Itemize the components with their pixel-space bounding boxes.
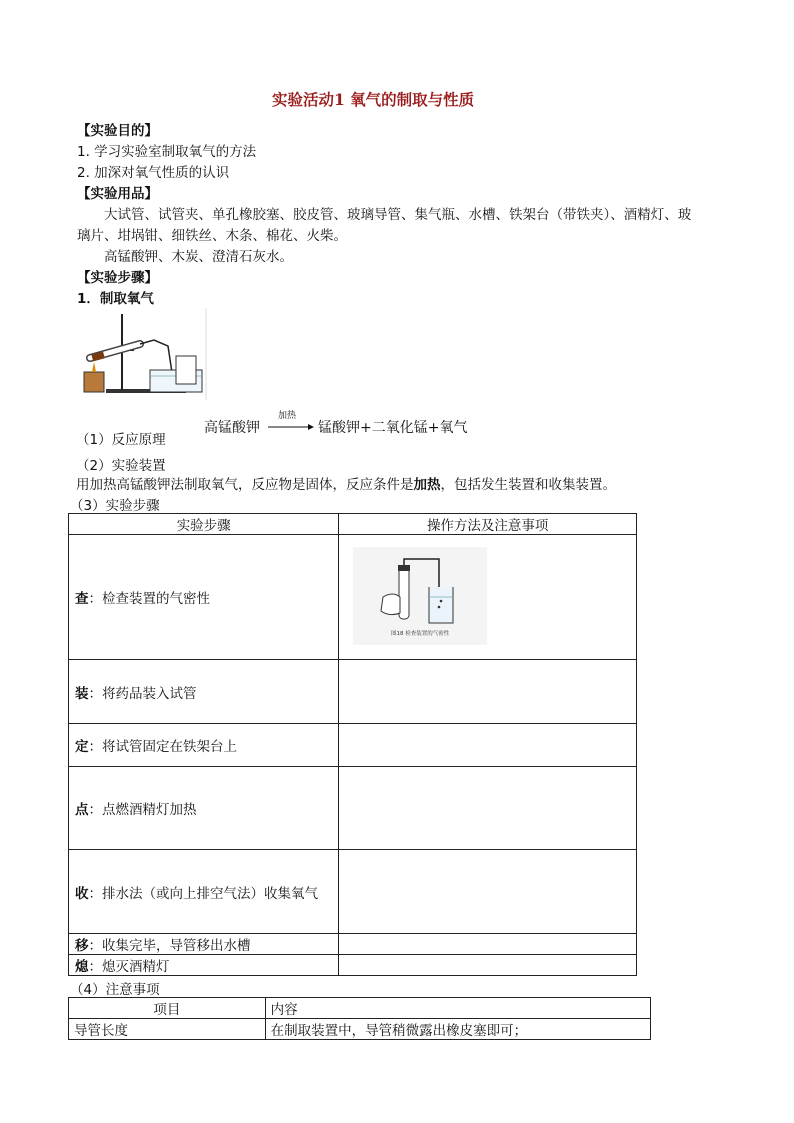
apparatus-description: 用加热高锰酸钾法制取氧气，反应物是固体，反应条件是加热，包括发生装置和收集装置。 <box>76 477 616 493</box>
table-cell <box>339 535 637 660</box>
table-header: 内容 <box>265 998 650 1019</box>
table-cell: 装：将药品装入试管 <box>69 660 339 724</box>
notes-label: （4）注意事项 <box>70 982 160 998</box>
equation-condition: 加热 <box>278 411 297 421</box>
page-title: 实验活动1 氧气的制取与性质 <box>272 90 475 109</box>
table-row <box>69 1019 651 1040</box>
table-cell: 收：排水法（或向上排空气法）收集氧气 <box>69 850 339 934</box>
table-cell: 移：收集完毕，导管移出水槽 <box>69 934 339 955</box>
oxygen-apparatus-figure <box>78 306 210 402</box>
equation-products: 锰酸钾+二氧化锰+氧气 <box>318 420 468 436</box>
supplies-line: 高锰酸钾、木炭、澄清石灰水。 <box>104 249 293 265</box>
table-header: 操作方法及注意事项 <box>339 514 637 535</box>
table-cell <box>339 850 637 934</box>
purpose-heading: 【实验目的】 <box>77 123 158 139</box>
table-cell: 查：检查装置的气密性 <box>69 535 339 660</box>
notes-table <box>68 997 651 1040</box>
table-row <box>69 767 637 850</box>
table-cell <box>339 724 637 767</box>
table-cell: 在制取装置中，导管稍微露出橡皮塞即可； <box>265 1019 650 1040</box>
table-cell: 点：点燃酒精灯加热 <box>69 767 339 850</box>
supplies-heading: 【实验用品】 <box>77 186 158 202</box>
figure-caption: 图18 检查装置的气密性 <box>391 631 450 637</box>
table-header-row <box>69 998 651 1019</box>
reaction-principle-label: （1）反应原理 <box>76 432 166 448</box>
procedure-table <box>68 513 637 976</box>
table-row <box>69 660 637 724</box>
procedure-label: （3）实验步骤 <box>70 498 160 514</box>
table-row <box>69 850 637 934</box>
table-cell <box>339 767 637 850</box>
table-row <box>69 724 637 767</box>
table-cell: 导管长度 <box>69 1019 266 1040</box>
table-cell: 定：将试管固定在铁架台上 <box>69 724 339 767</box>
reaction-arrow-icon <box>268 422 316 432</box>
table-cell: 熄：熄灭酒精灯 <box>69 955 339 976</box>
table-row <box>69 535 637 660</box>
equation-reactant: 高锰酸钾 <box>204 420 260 436</box>
table-cell <box>339 955 637 976</box>
table-row <box>69 934 637 955</box>
purpose-item: 2. 加深对氧气性质的认识 <box>77 165 230 181</box>
supplies-line: 璃片、坩埚钳、细铁丝、木条、棉花、火柴。 <box>77 228 347 244</box>
table-row <box>69 955 637 976</box>
table-header-row <box>69 514 637 535</box>
steps-heading: 【实验步骤】 <box>77 270 158 286</box>
airtightness-check-figure <box>353 547 487 645</box>
section-heading: 1．制取氧气 <box>77 291 154 307</box>
table-cell <box>339 934 637 955</box>
apparatus-label: （2）实验装置 <box>76 458 166 474</box>
table-cell <box>339 660 637 724</box>
table-header: 实验步骤 <box>69 514 339 535</box>
purpose-item: 1. 学习实验室制取氧气的方法 <box>77 144 257 160</box>
supplies-line: 大试管、试管夹、单孔橡胶塞、胶皮管、玻璃导管、集气瓶、水槽、铁架台（带铁夹）、酒精灯、玻 <box>104 207 692 223</box>
table-header: 项目 <box>69 998 266 1019</box>
